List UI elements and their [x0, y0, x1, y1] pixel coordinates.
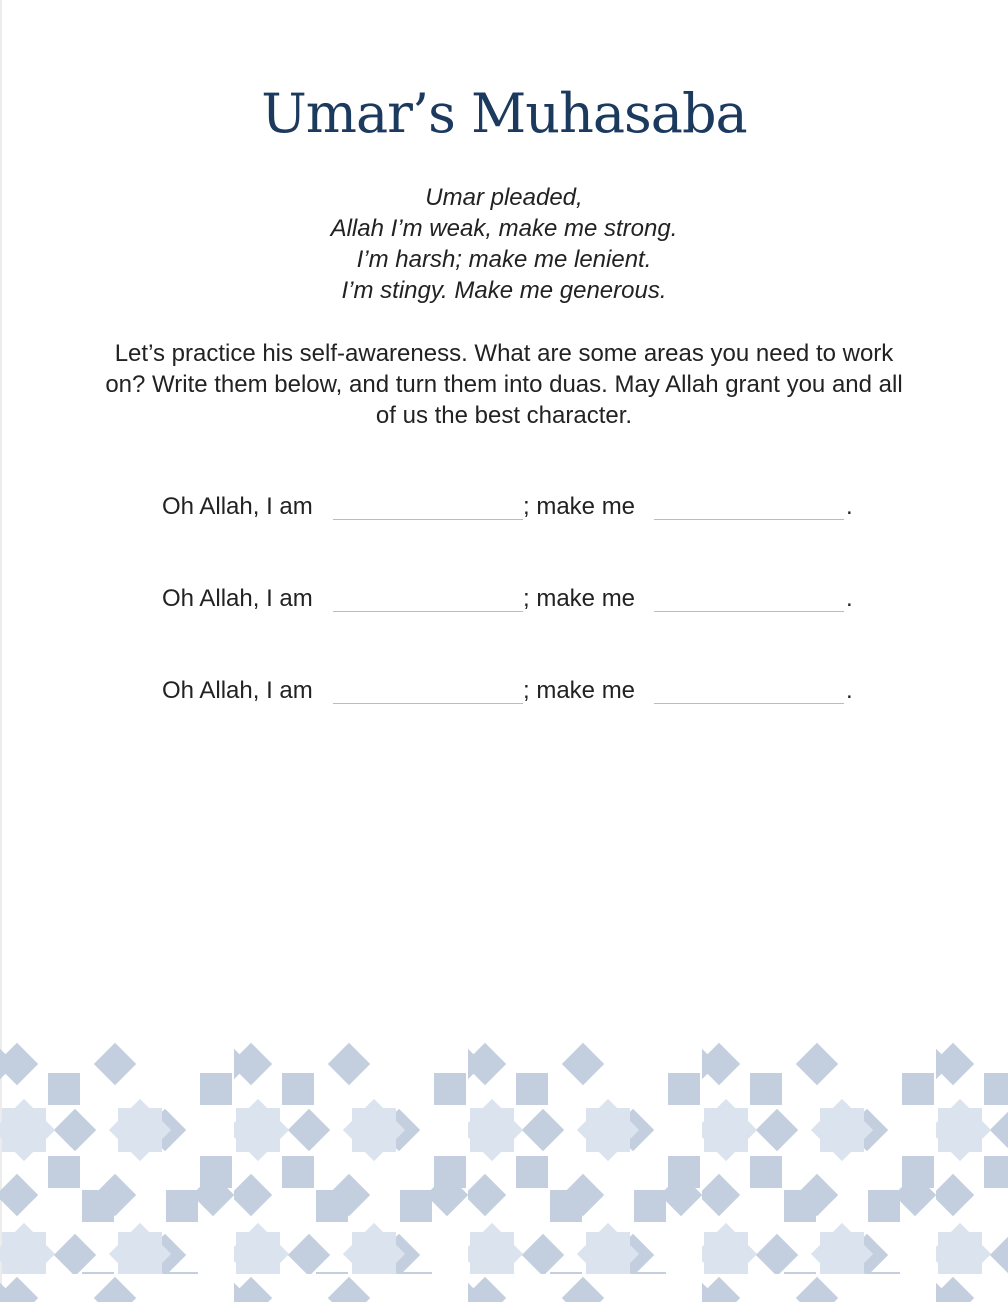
quote-line: Allah I’m weak, make me strong. [330, 215, 678, 242]
quote-line: Umar pleaded, [425, 184, 583, 211]
weakness-blank-3[interactable] [333, 703, 523, 704]
dua-middle: ; make me [523, 585, 636, 612]
dua-end: . [846, 493, 853, 520]
dua-middle: ; make me [523, 493, 636, 520]
umar-quote [0, 182, 1008, 306]
dua-end: . [846, 677, 853, 704]
dua-prefix: Oh Allah, I am [162, 493, 313, 520]
dua-end: . [846, 585, 853, 612]
dua-middle: ; make me [523, 677, 636, 704]
quality-blank-2[interactable] [654, 611, 844, 612]
page-title: Umar’s Muhasaba [261, 82, 747, 145]
quote-line: I’m stingy. Make me generous. [341, 277, 667, 304]
quality-blank-3[interactable] [654, 703, 844, 704]
intro-paragraph: Let’s practice his self-awareness. What are some areas you need to work on? Write them below, and turn them into duas. May Allah grant you and all of us the best character. [105, 340, 903, 429]
quality-blank-1[interactable] [654, 519, 844, 520]
dua-prefix: Oh Allah, I am [162, 585, 313, 612]
quote-line: I’m harsh; make me lenient. [356, 246, 652, 273]
weakness-blank-1[interactable] [333, 519, 523, 520]
dua-prefix: Oh Allah, I am [162, 677, 313, 704]
weakness-blank-2[interactable] [333, 611, 523, 612]
geometric-pattern-border [0, 1040, 1008, 1302]
